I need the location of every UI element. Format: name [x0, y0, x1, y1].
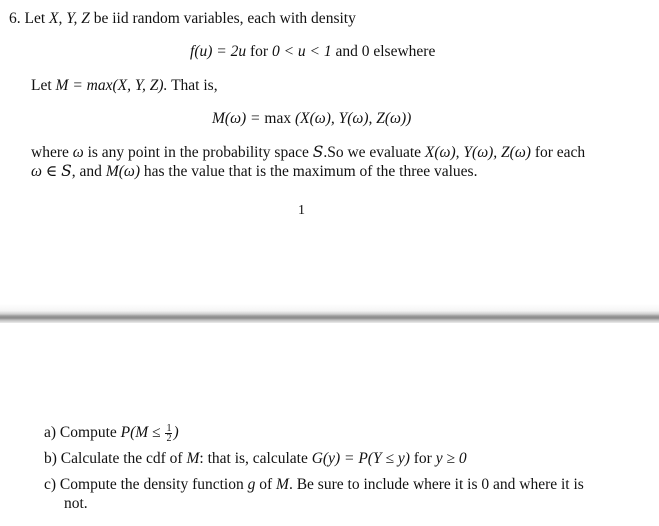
part-c: [44, 476, 584, 494]
fraction-denominator: 2: [166, 433, 172, 444]
density-lhs: f: [190, 43, 195, 60]
density-for: for: [249, 43, 269, 60]
density-range: 0 < u < 1: [271, 43, 332, 60]
where-2d: M(ω): [105, 163, 140, 180]
part-b-text-1: Calculate the cdf of: [60, 450, 183, 467]
page-divider-shadow: [0, 304, 659, 311]
let-def: M = max(X, Y, Z).: [55, 77, 168, 94]
fraction-numerator: 1: [166, 423, 172, 434]
part-b-label: b): [44, 450, 57, 467]
intro-suffix: be iid random variables, each with density: [93, 10, 356, 27]
part-b-text-3: for: [413, 450, 432, 467]
part-a-math: P(M ≤: [120, 424, 161, 442]
where-line-2: [31, 162, 477, 181]
let-suffix: That is,: [171, 77, 218, 94]
density-eq: (u) = 2u: [194, 43, 247, 60]
part-c-g: g: [247, 476, 256, 493]
part-c-M: M: [276, 476, 289, 493]
page-divider: [0, 311, 659, 323]
where-line-1: [31, 143, 585, 162]
where-2a: ω ∈: [31, 163, 58, 180]
part-a: [44, 424, 179, 443]
part-c-label: c): [44, 476, 57, 493]
display-equation: [212, 110, 411, 128]
where-1b: is any point in the probability space: [87, 144, 309, 161]
problem-intro: [9, 10, 356, 28]
density-formula: [190, 43, 435, 61]
where-omega: ω: [72, 144, 84, 161]
display-rhs: (X(ω), Y(ω), Z(ω)): [294, 110, 412, 127]
part-b-math: G(y) = P(Y ≤ y): [311, 450, 410, 467]
page-number: 1: [298, 203, 305, 218]
part-b: [44, 450, 467, 468]
part-c-text-3: . Be sure to include where it is 0 and where it is: [288, 476, 584, 493]
density-tail: and 0 elsewhere: [335, 43, 436, 60]
part-c-continued: not.: [64, 495, 88, 512]
where-1a: where: [31, 144, 69, 161]
intro-vars: X, Y, Z: [49, 10, 90, 27]
where-2e: has the value that is the maximum of the three values.: [143, 163, 478, 180]
let-definition: [31, 77, 218, 95]
where-2b: S: [61, 162, 72, 180]
part-a-close: ): [173, 424, 179, 442]
part-b-text-2: : that is, calculate: [199, 450, 308, 467]
problem-number: 6.: [9, 10, 21, 27]
intro-prefix: Let: [24, 10, 46, 27]
display-lhs: M(ω) =: [212, 110, 265, 127]
where-1d: X(ω), Y(ω), Z(ω): [424, 144, 531, 161]
where-2c: , and: [71, 163, 102, 180]
part-b-math-2: y ≥ 0: [435, 450, 467, 467]
half-fraction: [165, 424, 172, 443]
part-a-label: a): [44, 424, 57, 442]
where-1c: .So we evaluate: [323, 144, 422, 161]
display-max: max: [264, 110, 292, 127]
part-c-text-1: Compute the density function: [59, 476, 244, 493]
part-c-text-2: of: [259, 476, 273, 493]
let-prefix: Let: [31, 77, 52, 94]
part-a-text: Compute: [59, 424, 117, 442]
part-b-M: M: [186, 450, 200, 467]
where-S: S: [312, 143, 324, 161]
where-1e: for each: [534, 144, 586, 161]
